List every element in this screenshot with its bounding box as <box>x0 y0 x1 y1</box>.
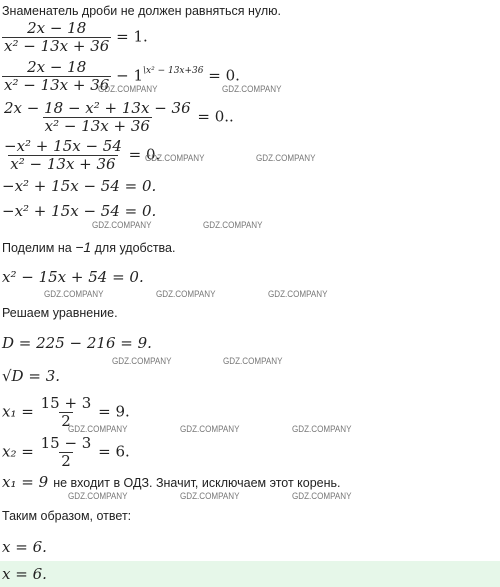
x1-denominator: 2 <box>61 412 71 430</box>
eq1-denominator: x² − 13x + 36 <box>4 37 110 55</box>
divide-number: −1 <box>75 239 92 255</box>
watermark: GDZ.COMPANY <box>268 289 328 300</box>
watermark: GDZ.COMPANY <box>98 84 158 95</box>
eq2-rhs: = 0. <box>208 66 240 85</box>
watermark: GDZ.COMPANY <box>180 424 240 435</box>
discriminant: D = 225 − 216 = 9. <box>2 334 152 352</box>
odz-text: не входит в ОДЗ. Значит, исключаем этот корень. <box>53 476 341 490</box>
x2-numerator: 15 − 3 <box>40 434 92 452</box>
watermark: GDZ.COMPANY <box>223 356 283 367</box>
answer-1: x = 6. <box>2 538 47 556</box>
equation-3 <box>2 100 234 135</box>
divide-tail: для удобства. <box>94 241 176 255</box>
eq4-numerator: −x² + 15x − 54 <box>4 137 122 155</box>
divide-text <box>2 239 175 255</box>
watermark: GDZ.COMPANY <box>156 289 216 300</box>
watermark: GDZ.COMPANY <box>44 289 104 300</box>
watermark: GDZ.COMPANY <box>180 491 240 502</box>
root-x2 <box>2 435 130 470</box>
equation-1 <box>2 20 148 55</box>
watermark: GDZ.COMPANY <box>203 220 263 231</box>
equation-6: −x² + 15x − 54 = 0. <box>2 202 157 220</box>
eq2-numerator: 2x − 18 <box>27 58 87 76</box>
eq4-rhs: = 0. <box>128 145 161 164</box>
watermark: GDZ.COMPANY <box>112 356 172 367</box>
sqrt-discriminant: √D = 3. <box>2 367 61 385</box>
eq4-denominator: x² − 13x + 36 <box>10 155 116 173</box>
odz-line <box>2 472 341 491</box>
watermark: GDZ.COMPANY <box>68 491 128 502</box>
eq3-numerator: 2x − 18 − x² + 13x − 36 <box>4 99 191 117</box>
intro-text: Знаменатель дроби не должен равняться нулю. <box>2 4 281 18</box>
x2-denominator: 2 <box>61 452 71 470</box>
answer-2: x = 6. <box>2 565 47 583</box>
eq2-artifact: \x² − 13x+36 <box>143 65 204 76</box>
x2-rhs: = 6. <box>98 442 130 461</box>
divide-label: Поделим на <box>2 241 72 255</box>
eq2-denominator: x² − 13x + 36 <box>4 76 110 94</box>
x1-lhs: x₁ = <box>2 402 34 421</box>
x2-lhs: x₂ = <box>2 442 34 461</box>
watermark: GDZ.COMPANY <box>256 153 316 164</box>
odz-equation: x₁ = 9 <box>2 473 49 491</box>
watermark: GDZ.COMPANY <box>68 424 128 435</box>
eq2-minus: − 1 <box>116 66 143 85</box>
equation-7: x² − 15x + 54 = 0. <box>2 268 144 286</box>
equation-5: −x² + 15x − 54 = 0. <box>2 177 157 195</box>
watermark: GDZ.COMPANY <box>292 491 352 502</box>
x1-rhs: = 9. <box>98 402 130 421</box>
watermark: GDZ.COMPANY <box>145 153 205 164</box>
eq1-rhs: = 1. <box>116 27 148 46</box>
eq3-rhs: = 0.. <box>197 107 234 126</box>
watermark: GDZ.COMPANY <box>222 84 282 95</box>
equation-4 <box>2 138 160 173</box>
answer-highlight <box>0 561 500 587</box>
watermark: GDZ.COMPANY <box>92 220 152 231</box>
eq3-denominator: x² − 13x + 36 <box>44 117 150 135</box>
eq1-numerator: 2x − 18 <box>27 19 87 37</box>
watermark: GDZ.COMPANY <box>292 424 352 435</box>
x1-numerator: 15 + 3 <box>40 394 92 412</box>
solve-text: Решаем уравнение. <box>2 306 118 320</box>
answer-label: Таким образом, ответ: <box>2 509 132 523</box>
